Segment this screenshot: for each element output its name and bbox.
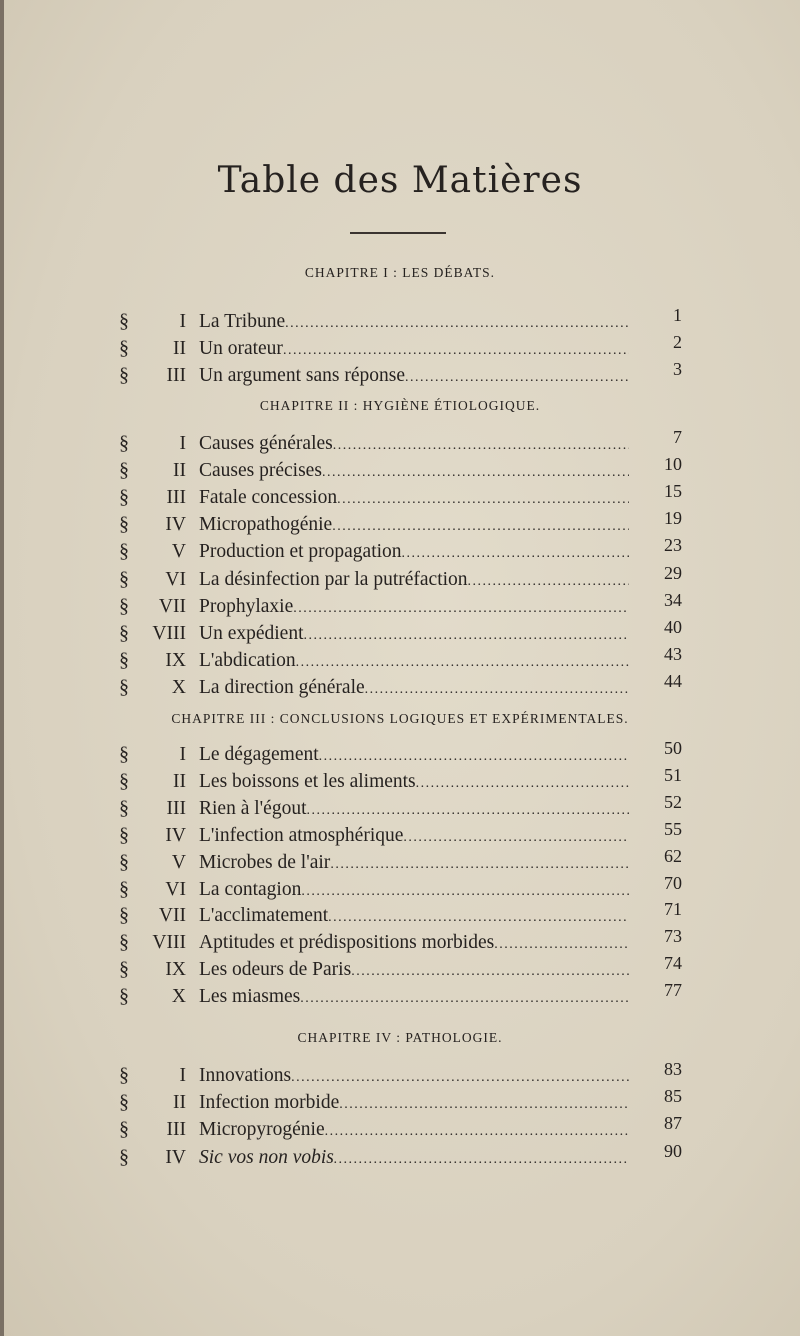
chapter-heading: CHAPITRE IV : PATHOLOGIE. <box>297 1030 503 1045</box>
entry-title: Rien à l'égout <box>199 797 307 819</box>
entry-title: Aptitudes et prédispositions morbides <box>199 932 495 954</box>
entry-title: Sic vos non vobis <box>199 1146 334 1168</box>
entry-page-number: 52 <box>664 791 682 812</box>
entry-title: Un orateur <box>199 338 283 359</box>
entry-title: Les odeurs de Paris <box>199 959 352 981</box>
entry-number: I <box>179 1065 186 1086</box>
entry-page-number: 77 <box>664 980 682 1001</box>
entry-leader <box>199 1062 629 1091</box>
section-symbol: § <box>119 931 129 954</box>
entry-title: Microbes de l'air <box>199 851 331 873</box>
entry-leader <box>199 1089 629 1118</box>
entry-page-number: 73 <box>664 926 682 947</box>
entry-page-number: 2 <box>673 332 682 352</box>
section-symbol: § <box>119 513 129 536</box>
entry-title: Causes générales <box>199 433 333 454</box>
entry-title: Prophylaxie <box>199 595 294 617</box>
entry-title: Les miasmes <box>199 986 301 1008</box>
entry-leader <box>199 741 629 770</box>
entry-number: III <box>166 1119 186 1141</box>
entry-number: III <box>166 797 186 819</box>
entry-leader <box>199 308 629 337</box>
section-symbol: § <box>119 459 129 482</box>
entry-page-number: 50 <box>664 738 682 758</box>
section-symbol: § <box>119 1091 129 1114</box>
section-symbol: § <box>119 823 129 846</box>
section-symbol: § <box>119 796 129 819</box>
entry-leader <box>199 484 629 513</box>
entry-number: X <box>171 986 186 1008</box>
entry-page-number: 51 <box>664 764 682 785</box>
entry-leader <box>199 849 629 878</box>
entry-number: V <box>171 851 186 873</box>
entry-number: I <box>179 311 186 332</box>
entry-title: La Tribune <box>199 311 286 332</box>
entry-leader <box>199 620 629 649</box>
entry-page-number: 34 <box>664 589 682 610</box>
entry-number: IV <box>165 1146 186 1168</box>
entry-number: V <box>171 541 186 563</box>
entry-page-number: 23 <box>664 535 682 556</box>
section-symbol: § <box>119 743 129 765</box>
entry-page-number: 71 <box>664 899 682 920</box>
page-title: Table des Matières <box>217 160 583 201</box>
entry-leader <box>199 593 629 622</box>
entry-leader <box>199 647 629 676</box>
entry-number: III <box>166 365 186 386</box>
section-symbol: § <box>119 486 129 509</box>
section-symbol: § <box>119 364 129 386</box>
entry-number: II <box>173 460 186 482</box>
entry-title: Un expédient <box>199 622 304 644</box>
entry-number: VI <box>165 568 186 590</box>
entry-number: I <box>179 433 186 454</box>
entry-leader <box>199 768 629 797</box>
entry-number: IX <box>165 649 186 671</box>
entry-page-number: 40 <box>664 616 682 637</box>
entry-title: Fatale concession <box>199 487 338 509</box>
entry-title: L'acclimatement <box>199 905 329 927</box>
toc-entry <box>0 670 800 701</box>
entry-number: II <box>173 338 186 359</box>
entry-leader <box>199 902 629 931</box>
entry-leader <box>199 1144 629 1173</box>
entry-title: Les boissons et les aliments <box>199 770 416 792</box>
section-symbol: § <box>119 594 129 617</box>
section-symbol: § <box>119 877 129 900</box>
entry-page-number: 10 <box>664 454 682 475</box>
section-symbol: § <box>119 540 129 563</box>
section-symbol: § <box>119 567 129 590</box>
toc-entry <box>0 980 800 1010</box>
section-symbol: § <box>119 1145 129 1168</box>
entry-leader <box>199 795 629 824</box>
entry-page-number: 85 <box>664 1086 682 1107</box>
entry-page-number: 87 <box>664 1113 682 1134</box>
section-symbol: § <box>119 958 129 981</box>
entry-page-number: 90 <box>664 1140 682 1161</box>
entry-leader <box>199 674 629 703</box>
entry-number: IV <box>165 514 186 536</box>
section-symbol: § <box>119 1064 129 1086</box>
entry-title: Infection morbide <box>199 1092 340 1114</box>
entry-page-number: 83 <box>664 1059 682 1079</box>
entry-page-number: 44 <box>664 670 682 691</box>
entry-title: Micropathogénie <box>199 514 333 536</box>
entry-leader <box>199 511 629 540</box>
entry-number: III <box>166 487 186 509</box>
entry-title: La direction générale <box>199 676 365 698</box>
entry-leader <box>199 1116 629 1145</box>
entry-title: Micropyrogénie <box>199 1119 325 1141</box>
entry-leader <box>199 566 629 595</box>
entry-leader <box>199 538 629 567</box>
section-symbol: § <box>119 769 129 792</box>
entry-title: Le dégagement <box>199 744 319 765</box>
entry-page-number: 55 <box>664 818 682 839</box>
entry-leader <box>199 876 629 905</box>
chapter-heading: CHAPITRE I : LES DÉBATS. <box>304 265 496 280</box>
section-symbol: § <box>119 337 129 359</box>
toc-entry <box>0 1140 800 1171</box>
entry-page-number: 7 <box>673 427 682 447</box>
section-symbol: § <box>119 432 129 454</box>
entry-leader <box>199 956 629 985</box>
entry-page-number: 15 <box>664 481 682 502</box>
chapter-heading: CHAPITRE II : HYGIÈNE ÉTIOLOGIQUE. <box>259 398 541 413</box>
entry-number: VII <box>158 595 186 617</box>
entry-title: L'infection atmosphérique <box>199 824 404 846</box>
entry-title: Causes précises <box>199 460 322 482</box>
entry-number: II <box>173 770 186 792</box>
entry-number: IX <box>165 959 186 981</box>
entry-title: Production et propagation <box>199 541 402 563</box>
section-symbol: § <box>119 648 129 671</box>
entry-title: Un argument sans réponse <box>199 365 405 386</box>
section-symbol: § <box>119 675 129 698</box>
entry-leader <box>199 430 629 459</box>
entry-page-number: 3 <box>673 359 682 379</box>
entry-number: VIII <box>152 622 186 644</box>
entry-number: I <box>179 744 186 765</box>
entry-title: La désinfection par la putréfaction <box>199 568 468 590</box>
section-symbol: § <box>119 621 129 644</box>
entry-number: VII <box>158 905 186 927</box>
entry-number: VIII <box>152 932 186 954</box>
entry-number: II <box>173 1092 186 1114</box>
title-rule <box>350 232 446 234</box>
section-symbol: § <box>119 985 129 1008</box>
entry-page-number: 74 <box>664 953 682 974</box>
section-symbol: § <box>119 310 129 332</box>
entry-leader <box>199 362 629 391</box>
entry-title: L'abdication <box>199 649 296 671</box>
entry-leader <box>199 983 629 1012</box>
entry-leader <box>199 457 629 486</box>
chapter-heading: CHAPITRE III : CONCLUSIONS LOGIQUES ET EXPÉRIMENTALES. <box>171 711 629 726</box>
entry-page-number: 29 <box>664 562 682 583</box>
entry-page-number: 70 <box>664 872 682 893</box>
entry-leader <box>199 335 629 364</box>
entry-page-number: 43 <box>664 643 682 664</box>
section-symbol: § <box>119 1118 129 1141</box>
section-symbol: § <box>119 904 129 927</box>
entry-page-number: 19 <box>664 508 682 529</box>
toc-entry <box>0 359 800 389</box>
section-symbol: § <box>119 850 129 873</box>
entry-title: La contagion <box>199 878 302 900</box>
entry-number: VI <box>165 878 186 900</box>
entry-page-number: 1 <box>673 305 682 325</box>
entry-number: X <box>171 676 186 698</box>
entry-page-number: 62 <box>664 845 682 866</box>
entry-title: Innovations <box>199 1065 292 1086</box>
entry-leader <box>199 929 629 958</box>
entry-leader <box>199 822 629 851</box>
entry-number: IV <box>165 824 186 846</box>
